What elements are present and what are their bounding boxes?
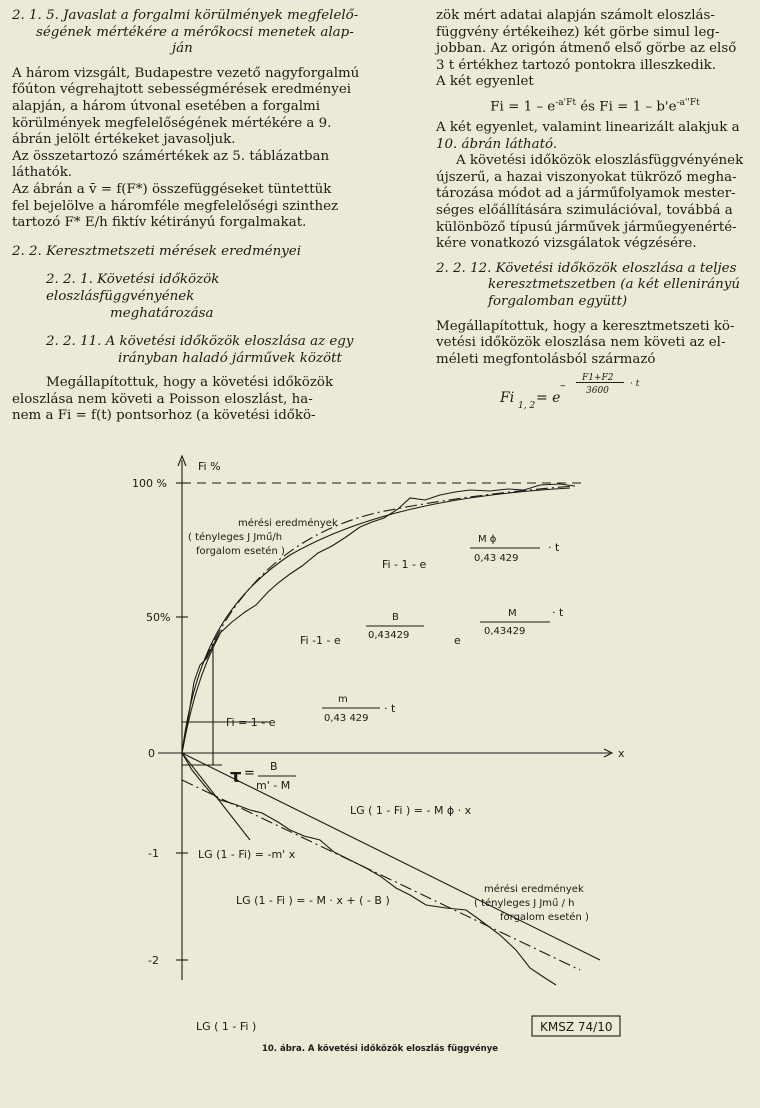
formula-f2-numerator: B — [392, 612, 399, 623]
heading-line: 2. 2. 11. A követési időközök eloszlása az egy — [46, 334, 354, 350]
formula-f2-denominator: 0,43429 — [368, 630, 410, 641]
text-line: 10. ábrán látható. — [436, 136, 558, 152]
formula-f3-t: · t — [384, 702, 396, 715]
figure-caption: 10. ábra. A követési időközök eloszlás függvénye — [261, 1044, 499, 1054]
heading-line: 2. 1. 5. Javaslat a forgalmi körülmények megfelelő- — [12, 8, 359, 23]
paragraph — [12, 182, 362, 232]
equation-exponent: -a'Ft — [555, 97, 576, 108]
equation-part: és Fi = 1 – b'e — [575, 99, 677, 115]
text-line: főúton végrehajtott sebességmérések eredményei — [12, 82, 352, 98]
measured-label-upper: forgalom esetén ) — [196, 546, 285, 557]
equation-2: Fi 1, 2 = e – F1+F2 3600 · t — [436, 374, 754, 414]
equation-part: · t — [630, 379, 640, 390]
text-line: Az ábrán a v̄ = f(F*) összefüggéseket tüntettük — [12, 181, 332, 197]
text-line: tározása módot ad a járműfolyamok mester- — [436, 186, 736, 202]
formula-f2-e: e — [454, 634, 461, 647]
formula-f2-numerator2: M — [508, 608, 517, 619]
formula-f1-numerator: M ϕ — [478, 534, 497, 545]
formula-f3: Fi = 1 - e — [226, 716, 276, 729]
paragraph — [12, 149, 362, 182]
equation-subscript: 1, 2 — [518, 401, 536, 412]
svg-text:=: = — [244, 766, 255, 781]
section-heading-2211 — [12, 334, 362, 367]
tick-label-minus2: -2 — [148, 954, 159, 967]
heading-line: 2. 2. 12. Követési időközök eloszlása a teljes — [436, 260, 737, 276]
tick-label-minus1: -1 — [148, 847, 159, 860]
text-line: A két egyenlet — [436, 74, 534, 90]
paragraph — [12, 66, 362, 149]
text-line: Megállapítottuk, hogy a keresztmetszeti kö- — [436, 318, 735, 334]
figure-10 — [0, 420, 760, 1080]
left-column — [12, 8, 362, 425]
measured-label-lower: forgalom esetén ) — [500, 912, 589, 923]
formula-f2: Fi -1 - e — [300, 634, 341, 647]
formula-f1: Fi - 1 - e — [382, 558, 427, 571]
tick-label-0: 0 — [148, 747, 155, 760]
text-line: Megállapítottuk, hogy a követési időközök — [46, 375, 334, 391]
tick-label-100: 100 % — [132, 477, 167, 490]
measured-label-lower: mérési eredmények — [484, 884, 584, 895]
text-line: fel bejelölve a háromféle megfelelőségi szinthez — [12, 198, 339, 214]
measured-label-lower: ( tényleges J Jmű / h — [474, 898, 575, 909]
text-line: A két egyenlet, valamint linearizált alakjuk a — [436, 120, 740, 136]
text-line: nem a Fi = f(t) pontsorhoz (a követési időkö- — [12, 408, 316, 424]
text-line: jobban. Az origón átmenő első görbe az első — [436, 41, 737, 57]
text-line: méleti megfontolásból származó — [436, 351, 656, 367]
tick-label-50: 50% — [146, 611, 171, 624]
section-heading-215 — [12, 8, 362, 58]
equation-1 — [436, 95, 754, 116]
text-line: A három vizsgált, Budapestre vezető nagyforgalmú — [12, 65, 360, 81]
text-line: ábrán jelölt értékeket javasoljuk. — [12, 132, 236, 148]
heading-line: ján — [172, 41, 193, 57]
text-line: különböző típusú járművek járműegyenérté- — [436, 219, 737, 235]
paragraph — [436, 8, 754, 91]
stamp-label: KMSZ 74/10 — [540, 1020, 613, 1034]
y-axis-title: Fi % — [198, 460, 221, 473]
text-line: 3 t értékhez tartozó pontokra illeszkedik. — [436, 57, 717, 73]
section-heading-221 — [12, 272, 362, 322]
equation-numerator: F1+F2 — [582, 373, 614, 384]
heading-line: irányban haladó járművek között — [118, 350, 342, 366]
curve-fi-3 — [182, 630, 222, 753]
equation-part: Fi = 1 – e — [490, 99, 556, 115]
equation-part: Fi — [500, 390, 515, 407]
x-axis-label: x — [618, 747, 625, 760]
tau-symbol: τ — [230, 766, 242, 787]
text-line: tartozó F* E/h fiktív kétirányú forgalmakat. — [12, 215, 307, 231]
text-line: kére vonatkozó vizsgálatok végzésére. — [436, 236, 697, 252]
measured-label-upper: mérési eredmények — [238, 518, 338, 529]
formula-lg2: LG (1 - Fi) = -m' x — [198, 848, 296, 861]
y-axis-bottom-label: LG ( 1 - Fi ) — [196, 1020, 257, 1033]
tau-numerator: B — [270, 760, 278, 773]
formula-f3-denominator: 0,43 429 — [324, 713, 369, 724]
section-heading-22: 2. 2. Keresztmetszeti mérések eredményei — [12, 243, 301, 259]
equation-exponent: -a''Ft — [676, 97, 700, 108]
text-line: eloszlása nem követi a Poisson eloszlást, ha- — [12, 391, 313, 407]
text-line: A követési időközök eloszlásfüggvényének — [456, 153, 744, 169]
formula-lg3: LG (1 - Fi ) = - M · x + ( - B ) — [236, 894, 390, 907]
section-heading-2212 — [436, 261, 754, 311]
formula-f2-t: · t — [552, 606, 564, 619]
formula-f3-numerator: m — [338, 694, 348, 705]
formula-f1-t: · t — [548, 541, 560, 554]
paragraph — [436, 319, 754, 369]
heading-line: meghatározása — [110, 305, 214, 321]
text-line: vetési időközök eloszlása nem követi az el- — [436, 335, 726, 351]
paragraph — [436, 153, 754, 253]
heading-line: forgalomban együtt) — [488, 293, 628, 309]
tau-denominator: m' - M — [256, 779, 291, 792]
formula-lg1: LG ( 1 - Fi ) = - M ϕ · x — [350, 804, 472, 817]
heading-line: keresztmetszetben (a két ellenirányú — [488, 277, 740, 293]
text-line: függvény értékeihez) két görbe simul leg- — [436, 24, 720, 40]
text-line: Az összetartozó számértékek az 5. táblázatban — [12, 148, 330, 164]
text-line: újszerű, a hazai viszonyokat tükröző megha- — [436, 169, 737, 185]
equation-part: = e — [536, 390, 561, 407]
paragraph — [436, 120, 754, 153]
text-line: körülmények megfelelőségének mértékére a 9. — [12, 115, 332, 131]
measured-label-upper: ( tényleges J Jmű/h — [188, 532, 283, 543]
text-line: séges előállítására szimulációval, továbbá a — [436, 203, 733, 218]
formula-f1-denominator: 0,43 429 — [474, 553, 519, 564]
heading-line: ségének mértékére a mérőkocsi menetek alap- — [36, 24, 354, 40]
paragraph — [12, 375, 362, 425]
formula-f2-denominator2: 0,43429 — [484, 626, 526, 637]
text-line: láthatók. — [12, 165, 73, 181]
right-column — [436, 8, 754, 414]
text-line: alapján, a három útvonal esetében a forgalmi — [12, 98, 321, 114]
heading-line: 2. 2. 1. Követési időközök eloszlásfüggvényének — [46, 272, 220, 304]
text-line: zök mért adatai alapján számolt eloszlás- — [436, 8, 715, 23]
equation-denominator: 3600 — [586, 386, 609, 397]
